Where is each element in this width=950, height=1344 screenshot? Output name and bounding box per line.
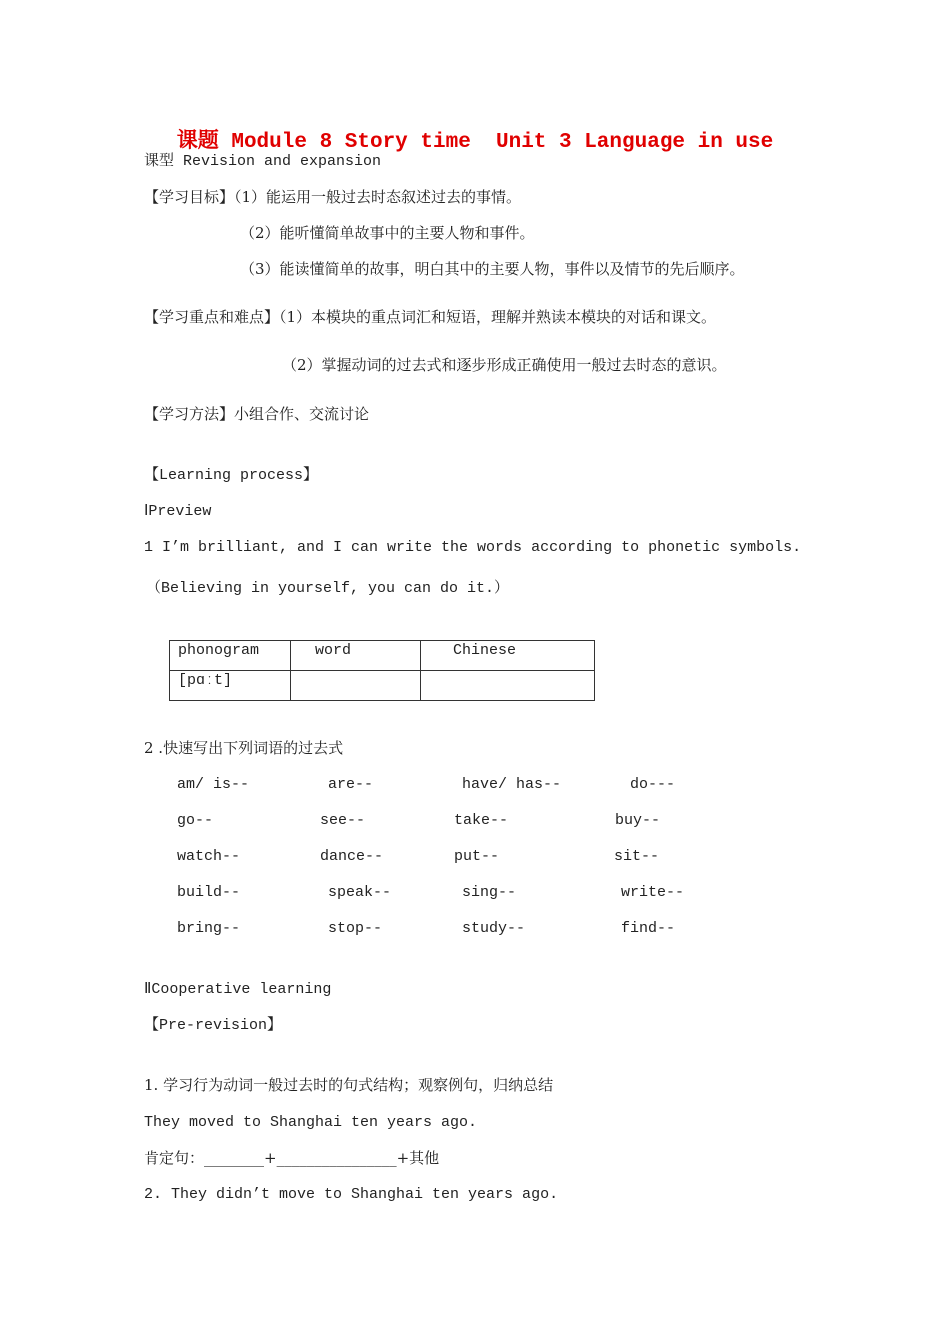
key-point-item-2: （2）掌握动词的过去式和逐步形成正确使用一般过去时态的意识。	[282, 356, 727, 374]
verb-item: study--	[462, 920, 526, 937]
verb-item: build--	[177, 884, 241, 901]
preview-heading: ⅠPreview	[144, 503, 212, 520]
verb-item: put--	[454, 848, 500, 865]
verb-item: stop--	[328, 920, 383, 937]
cooperative-item-1: 1. 学习行为动词一般过去时的句式结构；观察例句，归纳总结	[144, 1076, 554, 1094]
objectives-label: 【学习目标】	[144, 188, 235, 206]
preview-task-1: 1 I’m brilliant, and I can write the words according to phonetic symbols.	[144, 539, 802, 556]
cell-word[interactable]	[291, 671, 421, 701]
objective-item-2: （2）能听懂简单故事中的主要人物和事件。	[240, 224, 535, 242]
cell-chinese[interactable]	[421, 671, 595, 701]
verb-item: sit--	[614, 848, 660, 865]
key-points-label: 【学习重点和难点】	[144, 308, 280, 326]
method-text: 小组合作、交流讨论	[234, 405, 370, 423]
preview-task-2: 2 .快速写出下列词语的过去式	[144, 739, 344, 757]
header-word: word	[291, 641, 421, 671]
verb-item: buy--	[615, 812, 661, 829]
verb-item: do---	[630, 776, 676, 793]
header-phonogram: phonogram	[170, 641, 291, 671]
objectives-line-1	[144, 187, 521, 207]
verb-item: find--	[621, 920, 676, 937]
verb-item: bring--	[177, 920, 241, 937]
course-type: 课型 Revision and expansion	[144, 153, 382, 170]
table-header-row	[170, 641, 595, 671]
verb-item: write--	[621, 884, 685, 901]
page-title: 课题 Module 8 Story time Unit 3 Language in use	[176, 131, 774, 154]
verb-item: dance--	[320, 848, 384, 865]
key-point-item-1: （1）本模块的重点词汇和短语，理解并熟读本模块的对话和课文。	[279, 308, 717, 326]
verb-item: see--	[320, 812, 366, 829]
verb-item: speak--	[328, 884, 392, 901]
method-line	[144, 404, 369, 424]
verb-item: are--	[328, 776, 374, 793]
encouragement: （Believing in yourself, you can do it.）	[146, 580, 510, 597]
verb-item: take--	[454, 812, 509, 829]
cooperative-item-2: 2. They didn’t move to Shanghai ten years ago.	[144, 1186, 559, 1203]
objective-item-1: （1）能运用一般过去时态叙述过去的事情。	[234, 188, 522, 206]
objective-item-3: （3）能读懂简单的故事，明白其中的主要人物，事件以及情节的先后顺序。	[240, 260, 745, 278]
example-sentence-1: They moved to Shanghai ten years ago.	[144, 1114, 478, 1131]
cell-phonogram: [pɑːt]	[170, 671, 291, 701]
header-chinese: Chinese	[421, 641, 595, 671]
verb-item: go--	[177, 812, 214, 829]
method-label: 【学习方法】	[144, 405, 235, 423]
table-row	[170, 671, 595, 701]
pre-revision-heading: 【Pre-revision】	[144, 1017, 283, 1034]
learning-process-heading: 【Learning process】	[144, 467, 319, 484]
affirmative-structure: 肯定句：________+________________+其他	[144, 1149, 440, 1167]
verb-item: sing--	[462, 884, 517, 901]
key-points-line-1	[144, 307, 716, 327]
verb-item: watch--	[177, 848, 241, 865]
cooperative-heading: ⅡCooperative learning	[144, 981, 332, 998]
phonetic-table	[169, 640, 595, 701]
verb-item: am/ is--	[177, 776, 250, 793]
verb-item: have/ has--	[462, 776, 562, 793]
